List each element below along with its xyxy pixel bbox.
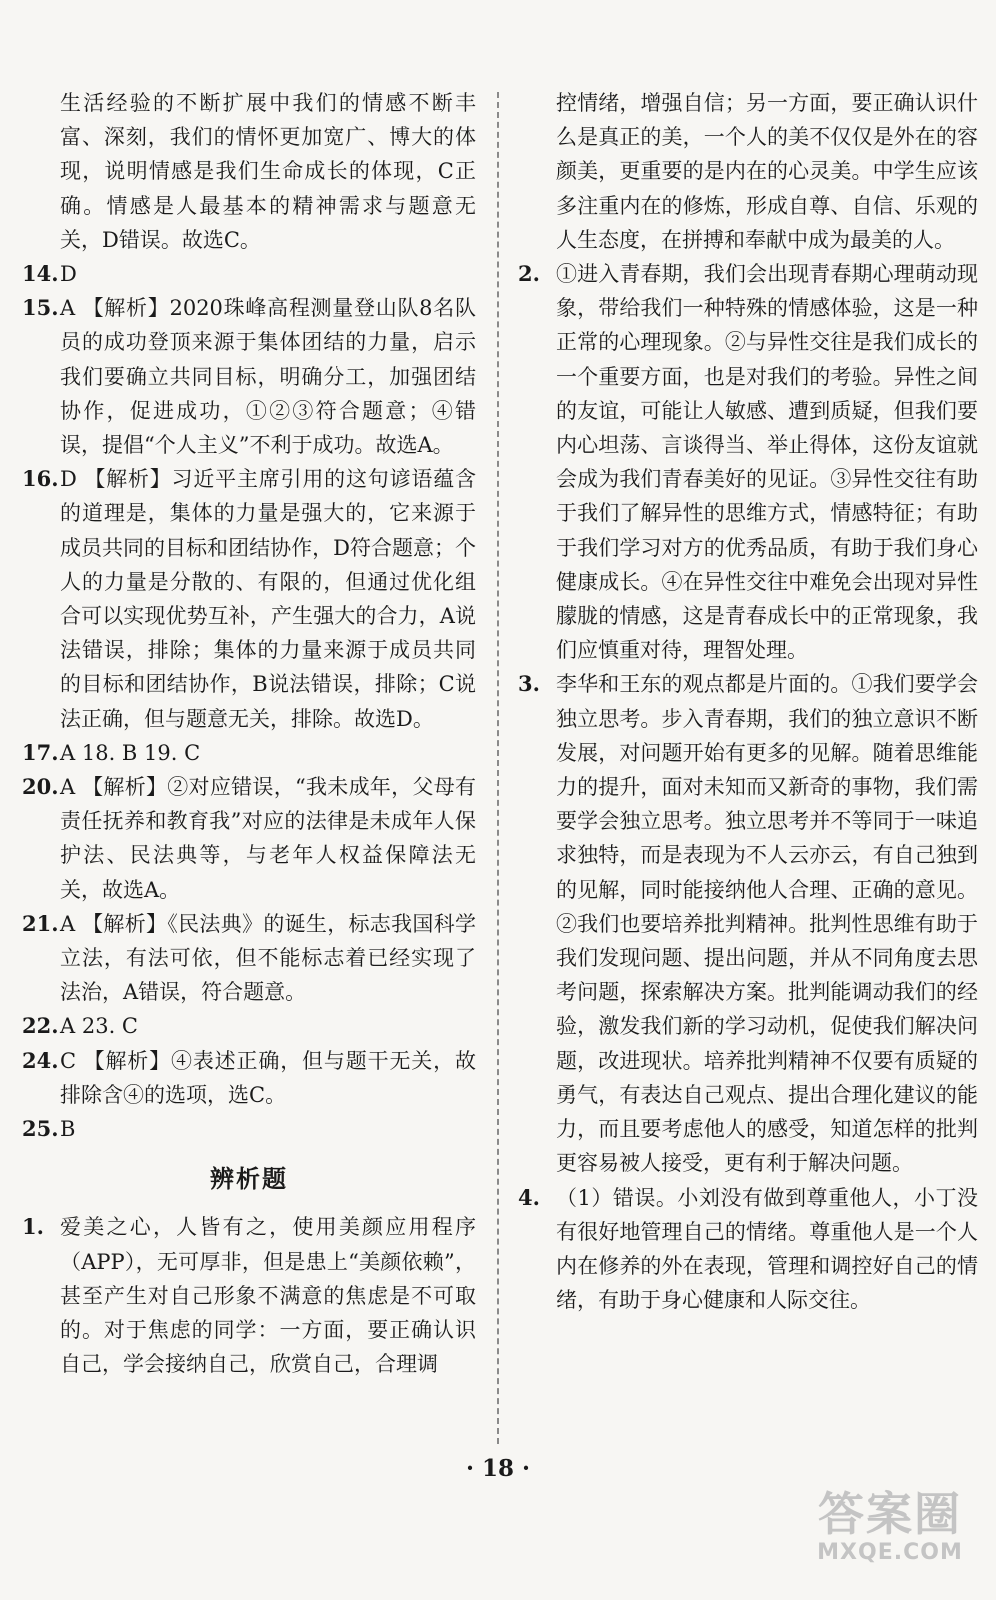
item-number: 21.: [22, 910, 59, 936]
answer-item-20: [22, 770, 476, 907]
item-number: 2.: [518, 261, 540, 287]
item-number: 25.: [22, 1116, 59, 1142]
answer-item-21: [22, 907, 476, 1010]
page-number: · 18 ·: [465, 1455, 531, 1482]
analysis-item-2: [518, 257, 978, 667]
watermark-logo: [802, 1488, 978, 1578]
item-number: 22.: [22, 1013, 59, 1039]
analysis-item-1: [22, 1210, 476, 1381]
item-text: A 23. C: [60, 1014, 138, 1039]
item-number: 17.: [22, 739, 59, 765]
answer-item-14: [22, 257, 476, 291]
column-divider: [497, 92, 499, 1444]
item-text: A 【解析】②对应错误，“我未成年，父母有责任抚养和教育我”对应的法律是未成年人保护法、民法典等，与老年人权益保障法无关，故选A。: [60, 775, 476, 902]
item-text: D 【解析】习近平主席引用的这句谚语蕴含的道理是，集体的力量是强大的，它来源于成员共同的目标和团结协作，D符合题意；个人的力量是分散的、有限的，但通过优化组合可以实现优势互补，产生强大的合力，A说法错误，排除；集体的力量来源于成员共同的目标和团结协作，B说法错误，排除；C说法正确，但与题意无关，排除。故选D。: [60, 467, 476, 731]
answer-item-25: [22, 1112, 476, 1146]
left-column: [22, 86, 476, 1381]
item-number: 1.: [22, 1214, 44, 1240]
continued-paragraph: 生活经验的不断扩展中我们的情感不断丰富、深刻，我们的情怀更加宽广、博大的体现，说明情感是我们生命成长的体现，C正确。情感是人最基本的精神需求与题意无关，D错误。故选C。: [60, 91, 476, 252]
watermark-text-en: MXQE.COM: [817, 1540, 963, 1565]
item-text: 爱美之心，人皆有之，使用美颜应用程序（APP），无可厚非，但是患上“美颜依赖”，甚至产生对自己形象不满意的焦虑是不可取的。对于焦虑的同学：一方面，要正确认识自己，学会接纳自己，欣赏自己，合理调: [60, 1215, 476, 1377]
answer-item-24: [22, 1044, 476, 1112]
answer-item-15: [22, 291, 476, 462]
item-text: A 【解析】《民法典》的诞生，标志我国科学立法，有法可依，但不能标志着已经实现了法治，A错误，符合题意。: [60, 911, 476, 1005]
answer-item-22: [22, 1009, 476, 1043]
item-number: 14.: [22, 261, 59, 287]
answer-item-17: [22, 736, 476, 770]
right-column: [518, 86, 978, 1317]
item-text: C 【解析】④表述正确，但与题干无关，故排除含④的选项，选C。: [60, 1048, 476, 1107]
item-text: D: [60, 262, 77, 287]
item-number: 16.: [22, 466, 59, 492]
item-number: 3.: [518, 671, 540, 697]
section-title: 辨析题: [210, 1164, 288, 1194]
item-number: 4.: [518, 1184, 540, 1210]
analysis-item-3: [518, 667, 978, 1180]
item-text: 李华和王东的观点都是片面的。①我们要学会独立思考。步入青春期，我们的独立意识不断发展，对问题开始有更多的见解。随着思维能力的提升，面对未知而又新奇的事物，我们需要学会独立思考。独立思考并不等同于一味追求独特，而是表现为不人云亦云，有自己独到的见解，同时能接纳他人合理、正确的意见。②我们也要培养批判精神。批判性思维有助于我们发现问题、提出问题，并从不同角度去思考问题，探索解决方案。批判能调动我们的经验，激发我们新的学习动机，促使我们解决问题，改进现状。培养批判精神不仅要有质疑的勇气，有表达自己观点、提出合理化建议的能力，而且要考虑他人的感受，知道怎样的批判更容易被人接受，更有利于解决问题。: [556, 672, 978, 1176]
item-text: A 【解析】2020珠峰高程测量登山队8名队员的成功登顶来源于集体团结的力量，启示我们要确立共同目标，明确分工，加强团结协作，促进成功，①②③符合题意；④错误，提倡“个人主义”不利于成功。故选A。: [60, 296, 476, 458]
item-number: 20.: [22, 774, 59, 800]
item-number: 24.: [22, 1047, 59, 1073]
analysis-item-4: [518, 1181, 978, 1318]
item-text: A 18. B 19. C: [60, 740, 201, 765]
item-text: ①进入青春期，我们会出现青春期心理萌动现象，带给我们一种特殊的情感体验，这是一种正常的心理现象。②与异性交往是我们成长的一个重要方面，也是对我们的考验。异性之间的友谊，可能让人敏感、遭到质疑，但我们要内心坦荡、言谈得当、举止得体，这份友谊就会成为我们青春美好的见证。③异性交往有助于我们了解异性的思维方式，情感特征；有助于我们学习对方的优秀品质，有助于我们身心健康成长。④在异性交往中难免会出现对异性朦胧的情感，这是青春成长中的正常现象，我们应慎重对待，理智处理。: [556, 262, 978, 663]
item-text: B: [60, 1117, 76, 1142]
item-text: （1）错误。小刘没有做到尊重他人，小丁没有很好地管理自己的情绪。尊重他人是一个人内在修养的外在表现，管理和调控好自己的情绪，有助于身心健康和人际交往。: [556, 1185, 978, 1313]
continued-paragraph: 控情绪，增强自信；另一方面，要正确认识什么是真正的美，一个人的美不仅仅是外在的容颜美，更重要的是内在的心灵美。中学生应该多注重内在的修炼，形成自尊、自信、乐观的人生态度，在拼搏和奉献中成为最美的人。: [556, 91, 978, 252]
item-number: 15.: [22, 295, 59, 321]
answer-item-16: [22, 462, 476, 736]
watermark-text-cn: 答案圈: [818, 1487, 962, 1541]
